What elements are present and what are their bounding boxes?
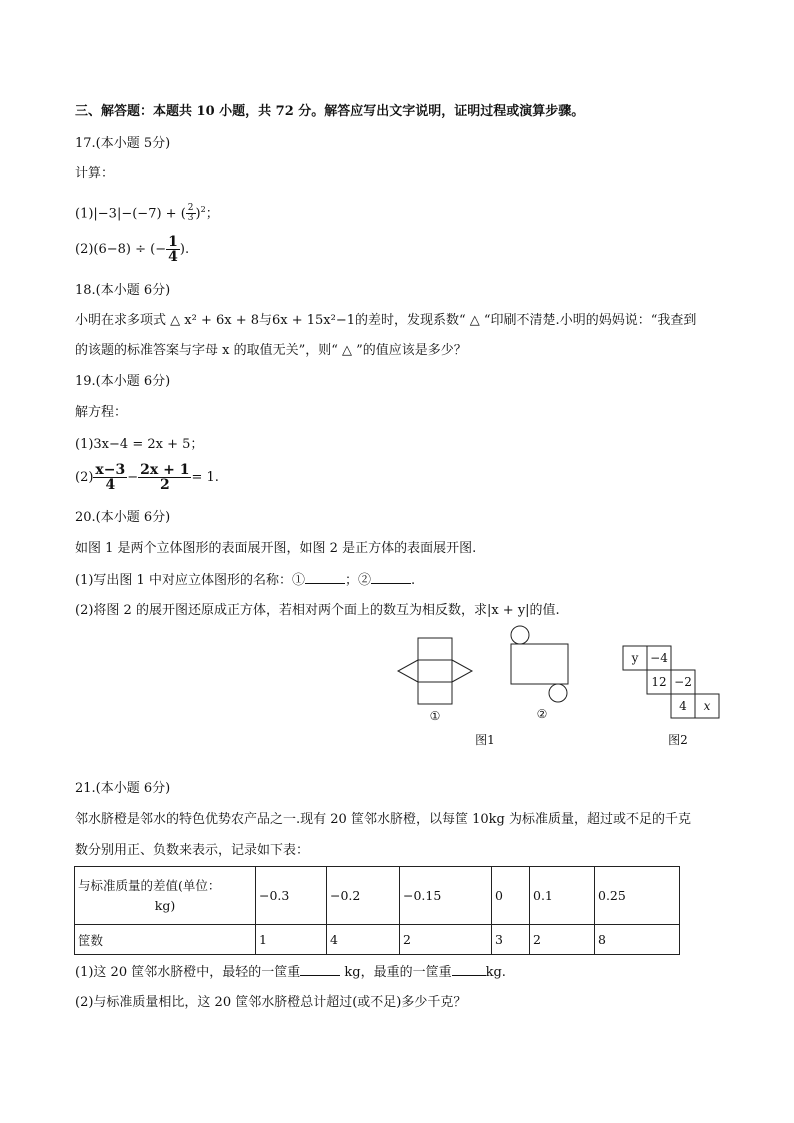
q19-intro: 解方程： xyxy=(75,405,128,420)
table-cell: 3 xyxy=(492,925,530,955)
table-cell: 0.25 xyxy=(595,867,680,925)
q20-figures xyxy=(380,620,730,760)
fig2-caption: 图2 xyxy=(668,733,688,747)
answer-blank xyxy=(452,963,486,976)
table-cell: 1 xyxy=(256,925,327,955)
section-title: 三、解答题：本题共 10 小题，共 72 分。解答应写出文字说明，证明过程或演算步骤。 xyxy=(75,104,585,119)
q18-header: 18.(本小题 6分) xyxy=(75,283,171,298)
q21-part2: (2)与标准质量相比，这 20 筐邻水脐橙总计超过(或不足)多少千克？ xyxy=(75,995,467,1010)
q17-p1-fraction: $\frac{2}{3}$ xyxy=(187,203,194,224)
cube-cell-12: 12 xyxy=(651,675,667,689)
table-cell: 2 xyxy=(400,925,492,955)
q21-line2: 数分别用正、负数来表示，记录如下表： xyxy=(75,843,310,858)
q17-intro: 计算： xyxy=(75,166,115,181)
table-cell: −0.3 xyxy=(256,867,327,925)
q20-part2: (2)将图 2 的展开图还原成正方体，若相对两个面上的数互为相反数，求|x + y|的值. xyxy=(75,603,560,618)
table-row xyxy=(75,867,680,925)
weight-diff-table xyxy=(74,866,680,955)
q18-line2: 的该题的标准答案与字母 x 的取值无关”，则“ △ ”的值应该是多少？ xyxy=(75,343,467,358)
q19-header: 19.(本小题 6分) xyxy=(75,374,171,389)
table-row xyxy=(75,925,680,955)
cube-cell-neg4: −4 xyxy=(650,651,668,665)
q20-header: 20.(本小题 6分) xyxy=(75,510,171,525)
q17-part1: (1)|−3|−(−7) + ( $\frac{2}{3}$ )$^2$； xyxy=(75,203,219,224)
q20-part1: (1)写出图 1 中对应立体图形的名称：① ；② . xyxy=(75,573,416,588)
prism-net xyxy=(398,638,472,704)
answer-blank xyxy=(305,571,345,584)
cube-cell-4: 4 xyxy=(679,699,687,713)
table-cell: 4 xyxy=(327,925,400,955)
q19-part2: (2) $\frac{x-3}{4}$ − $\frac{2x + 1}{2}$ = 1. xyxy=(75,462,219,493)
table-cell: 0.1 xyxy=(530,867,595,925)
answer-blank xyxy=(371,571,411,584)
cylinder-net xyxy=(511,626,568,702)
q21-header: 21.(本小题 6分) xyxy=(75,781,171,796)
table-cell: −0.2 xyxy=(327,867,400,925)
table-cell: 0 xyxy=(492,867,530,925)
table-header-cell: 筐数 xyxy=(75,925,256,955)
cube-cell-y: y xyxy=(631,651,639,665)
q20-line1: 如图 1 是两个立体图形的表面展开图，如图 2 是正方体的表面展开图. xyxy=(75,541,477,556)
q17-part2: (2)(6−8) ÷ (− $\frac{1}{4}$ ). xyxy=(75,234,190,265)
q18-line1: 小明在求多项式 △ x² + 6x + 8与6x + 15x²−1的差时，发现系数“ △ “印刷不清楚.小明的妈妈说：“我查到 xyxy=(75,313,697,328)
q19-fraction1: $\frac{x-3}{4}$ xyxy=(95,462,126,493)
cube-cell-x: x xyxy=(703,699,711,713)
q17-header: 17.(本小题 5分) xyxy=(75,136,171,151)
fig1-label-1: ① xyxy=(429,709,441,723)
q17-p2-fraction: $\frac{1}{4}$ xyxy=(168,234,178,265)
table-cell: 2 xyxy=(530,925,595,955)
q19-fraction2: $\frac{2x + 1}{2}$ xyxy=(140,462,190,493)
table-cell: −0.15 xyxy=(400,867,492,925)
q21-line1: 邻水脐橙是邻水的特色优势农产品之一.现有 20 筐邻水脐橙，以每筐 10kg 为标准质量，超过或不足的千克 xyxy=(75,812,691,827)
cube-cell-neg2: −2 xyxy=(674,675,692,689)
q19-part1: (1)3x−4 = 2x + 5； xyxy=(75,437,204,452)
q21-part1: (1)这 20 筐邻水脐橙中，最轻的一筐重 kg，最重的一筐重 kg. xyxy=(75,965,506,980)
table-header-cell: 与标准质量的差值(单位： kg) xyxy=(75,867,256,925)
table-cell: 8 xyxy=(595,925,680,955)
fig1-caption: 图1 xyxy=(475,733,495,747)
answer-blank xyxy=(300,963,340,976)
fig1-label-2: ② xyxy=(536,707,548,721)
